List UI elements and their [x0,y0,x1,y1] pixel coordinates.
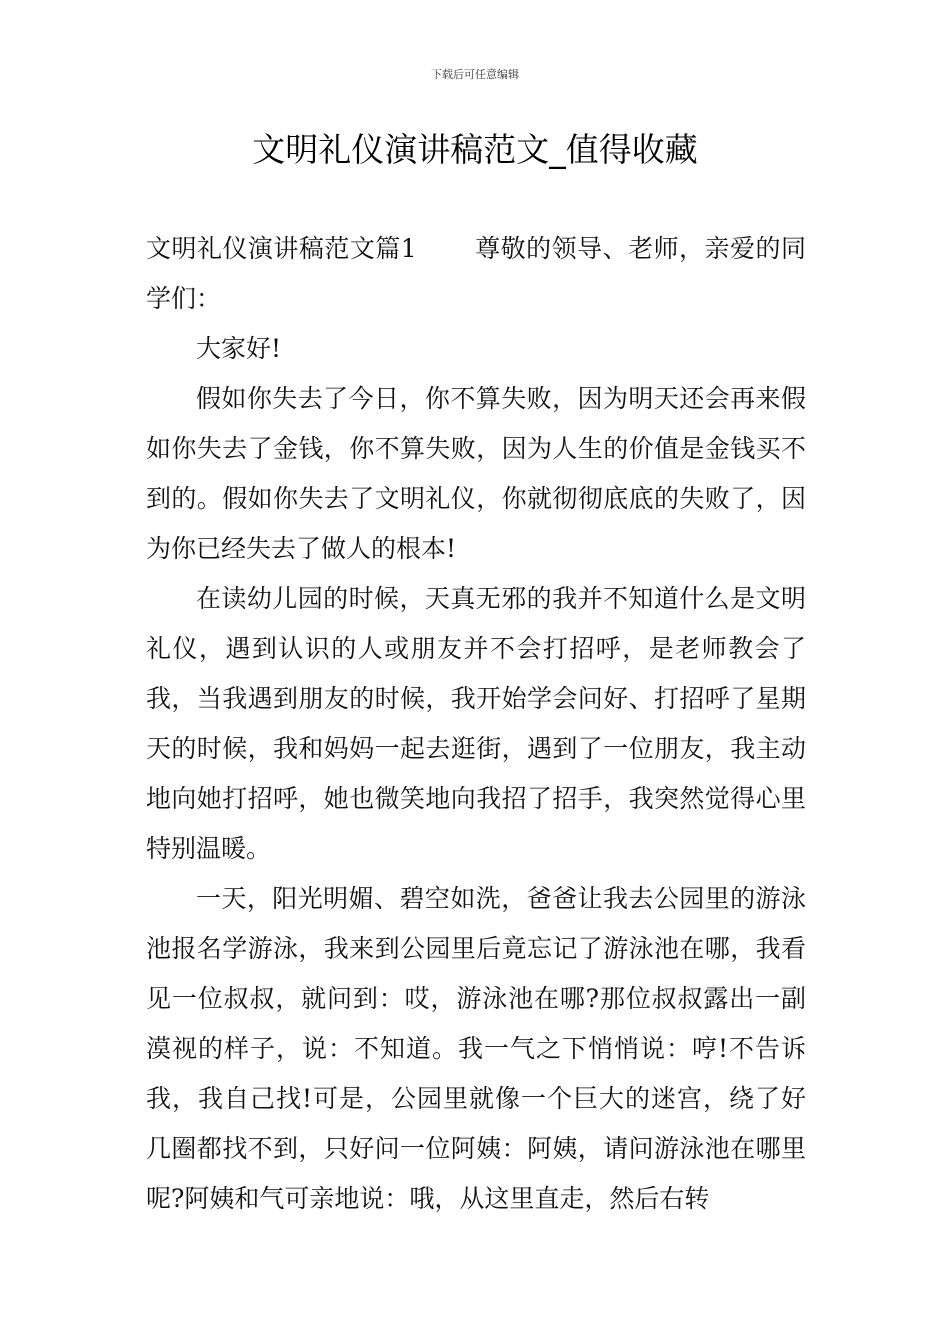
paragraph-1: 假如你失去了今日，你不算失败，因为明天还会再来假如你失去了金钱，你不算失败，因为人生的价值是金钱买不到的。假如你失去了文明礼仪，你就彻彻底底的失败了，因为你已经失去了做人的根本! [146,384,806,563]
paragraph-greeting: 大家好! [196,334,282,363]
paragraph-2: 在读幼儿园的时候，天真无邪的我并不知道什么是文明礼仪，遇到认识的人或朋友并不会打招呼，是老师教会了我，当我遇到朋友的时候，我开始学会问好、打招呼了星期天的时候，我和妈妈一起去逛街，遇到了一位朋友，我主动地向她打招呼，她也微笑地向我招了招手，我突然觉得心里特别温暖。 [146,584,806,863]
document-title: 文明礼仪演讲稿范文_值得收藏 [252,130,698,169]
document-body [146,224,806,1224]
salutation: 尊敬的领导、老师，亲爱的同学们： [146,234,806,313]
header-note: 下载后可任意编辑 [431,68,519,81]
intro-paragraph [146,224,806,324]
paragraph-3: 一天，阳光明媚、碧空如洗，爸爸让我去公园里的游泳池报名学游泳，我来到公园里后竟忘记了游泳池在哪，我看见一位叔叔，就问到：哎，游泳池在哪?那位叔叔露出一副漠视的样子，说：不知道。我一气之下悄悄说：哼!不告诉我，我自己找!可是，公园里就像一个巨大的迷宫，绕了好几圈都找不到，只好问一位阿姨：阿姨，请问游泳池在哪里呢?阿姨和气可亲地说：哦，从这里直走，然后右转 [146,884,806,1213]
section-label: 文明礼仪演讲稿范文篇1 [146,234,417,263]
